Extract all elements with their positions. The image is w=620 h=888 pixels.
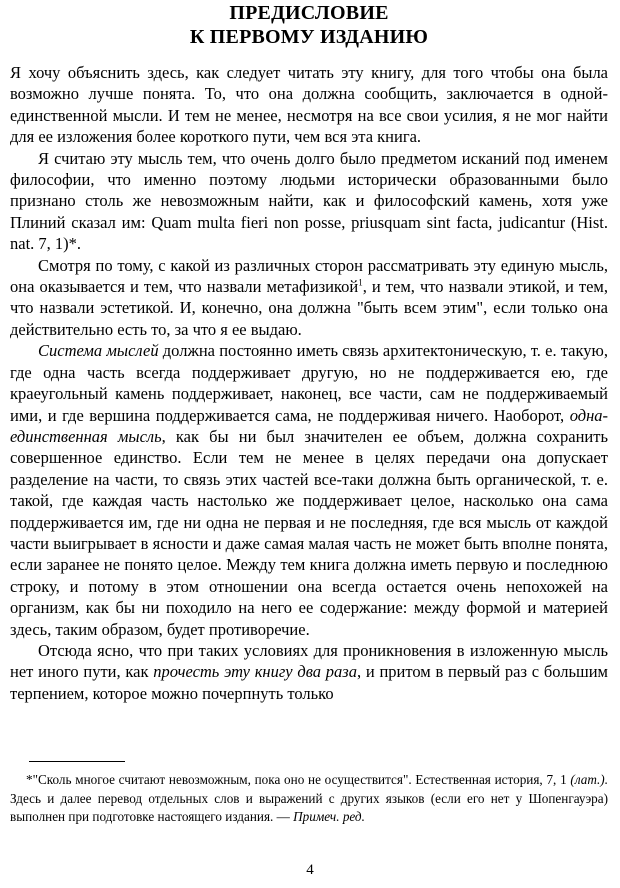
footnote-text-b: Здесь и далее перевод отдельных слов и выражений с других языков (если его нет у Шопенгауэра) выполнен при подготовке настоящего издания. — [10, 790, 608, 825]
paragraph-5 [10, 640, 608, 704]
footnote-emphasis-lat: (лат.). [570, 772, 608, 788]
body-text [10, 62, 608, 704]
footnote-divider [29, 761, 125, 762]
page-number: 4 [306, 862, 314, 878]
title-line-1: ПРЕДИСЛОВИЕ [229, 2, 389, 24]
paragraph-2: Я считаю эту мысль тем, что очень долго было предметом исканий под именем философии, что именно поэтому людьми исторически образованными было признано столь же невозможным найти, как и философский камень, хотя уже Плиний сказал им: Quam multa fieri non posse, priusquam sint facta, judicantur (Hist. nat. 7, 1)*. [10, 148, 608, 254]
paragraph-4-text-a: должна постоянно иметь связь архитектоническую, т. е. такую, где одна часть всегда поддерживает другую, но не поддерживается ею, где краеугольный камень поддерживает, наконец, все части, сам не поддерживаемый ими, и где вершина поддерживается сама, не поддерживая ничего. Наоборот, [10, 341, 608, 425]
emphasis-system-of-thoughts: Система мыслей [38, 341, 159, 361]
paragraph-4-text-b: , как бы ни был значителен ее объем, должна сохранить совершенное единство. Если тем не менее в целях передачи она допускает разделение на части, то связь этих частей все-таки должна быть органической, т. е. такой, где каждая часть настолько же поддерживает целое, насколько она сама поддерживается им, где ни одна не первая и не последняя, где вся мысль от каждой части выигрывает в ясности и даже самая малая часть не может быть вполне понята, если заранее не понято целое. Между тем книга должна иметь первую и последнюю строку, и потому в этом отношении она всегда остается очень непохожей на организм, как бы ни походило на него ее содержание: между формой и материей здесь, таким образом, будет противоречие. [10, 426, 608, 639]
footnote-text-a: *"Сколь многое считают невозможным, пока оно не осуществится". Естественная история, 7, 1 [26, 772, 571, 788]
paragraph-3 [10, 255, 608, 341]
footnote-emphasis-editor: Примеч. ред. [293, 809, 365, 825]
paragraph-3-text-a: Смотря по тому, с какой из различных сторон рассматривать эту единую мысль, она оказывается и тем, что назвали метафизикой [10, 255, 608, 297]
chapter-title [10, 0, 608, 49]
emphasis-single-thought: одна-единственная мысль [10, 405, 608, 446]
footnote [10, 771, 608, 827]
paragraph-1: Я хочу объяснить здесь, как следует читать эту книгу, для того чтобы она была возможно лучше понята. То, что она должна сообщить, заключается в одной-единственной мысли. И тем не менее, несмотря на все свои усилия, я не мог найти для ее изложения более короткого пути, чем вся эта книга. [10, 63, 608, 147]
paragraph-5-text-b: , и притом в первый раз с большим терпением, которое можно почерпнуть только [10, 662, 609, 703]
paragraph-3-text-b: , и тем, что назвали этикой, и тем, что назвали эстетикой. И, конечно, она должна "быть всем этим", если только она действительно есть то, за что я ее выдаю. [10, 277, 609, 339]
paragraph-4 [10, 340, 608, 640]
title-line-2: К ПЕРВОМУ ИЗДАНИЮ [189, 26, 429, 48]
paragraph-5-text-a: Отсюда ясно, что при таких условиях для проникновения в изложенную мысль нет иного пути, как [10, 640, 608, 682]
footnote-marker: 1 [358, 277, 363, 288]
emphasis-read-twice: прочесть эту книгу два раза [153, 662, 357, 682]
